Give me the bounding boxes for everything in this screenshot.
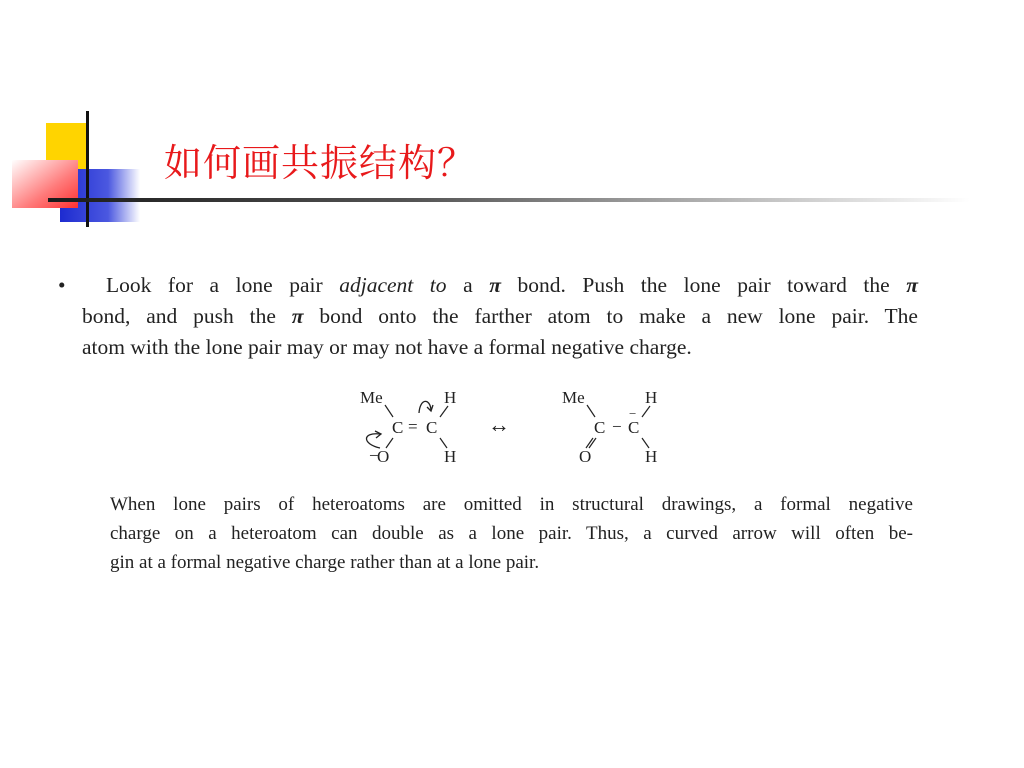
- left-minus-charge: −: [369, 446, 379, 465]
- left-c1-label: C: [392, 418, 404, 437]
- paragraph1-line3: atom with the lone pair may or may not have a formal negative charge.: [82, 335, 692, 359]
- left-double-bond: =: [408, 417, 418, 436]
- right-o-label: O: [579, 447, 592, 466]
- right-c2-label: C: [628, 418, 640, 437]
- right-me-label: Me: [562, 388, 585, 407]
- left-c2-label: C: [426, 418, 438, 437]
- right-minus-charge: −: [629, 406, 637, 421]
- paragraph1-line1: [58, 270, 918, 301]
- text-segment: a: [446, 273, 490, 297]
- paragraph-formal-charge-note: [110, 490, 913, 577]
- slide-title: 如何画共振结构？: [164, 141, 477, 185]
- pi-symbol: π: [291, 304, 304, 328]
- left-h-top-label: H: [444, 388, 457, 407]
- pi-symbol: π: [489, 273, 501, 297]
- right-single-bond: −: [612, 417, 622, 436]
- pi-symbol: π: [906, 273, 918, 297]
- paragraph2-line1: When lone pairs of heteroatoms are omitted in structural drawings, a formal negative: [110, 494, 913, 515]
- right-h-bottom-label: H: [645, 447, 658, 466]
- slide-logo-decoration: [0, 0, 160, 240]
- right-h-top-label: H: [645, 388, 658, 407]
- title-underline: [48, 198, 970, 202]
- bullet: •: [58, 273, 66, 297]
- paragraph-lone-pair-rule: [58, 270, 918, 363]
- resonance-diagram: [340, 382, 680, 472]
- resonance-arrow-icon: ↔: [488, 412, 510, 437]
- text-segment: Look for a lone pair: [106, 273, 340, 297]
- text-segment: bond. Push the lone pair toward the: [500, 273, 907, 297]
- italic-adjacent-to: adjacent to: [339, 273, 447, 297]
- paragraph1-line2: [82, 301, 918, 332]
- left-o-label: O: [377, 447, 390, 466]
- left-me-label: Me: [360, 388, 383, 407]
- paragraph2-line3: gin at a formal negative charge rather than at a lone pair.: [110, 552, 540, 573]
- text-segment: bond, and push the: [82, 304, 292, 328]
- paragraph2-line2: charge on a heteroatom can double as a lone pair. Thus, a curved arrow will often be-: [110, 523, 913, 544]
- right-c1-label: C: [594, 418, 606, 437]
- left-h-bottom-label: H: [444, 447, 457, 466]
- text-segment: bond onto the farther atom to make a new lone pair. The: [303, 304, 918, 328]
